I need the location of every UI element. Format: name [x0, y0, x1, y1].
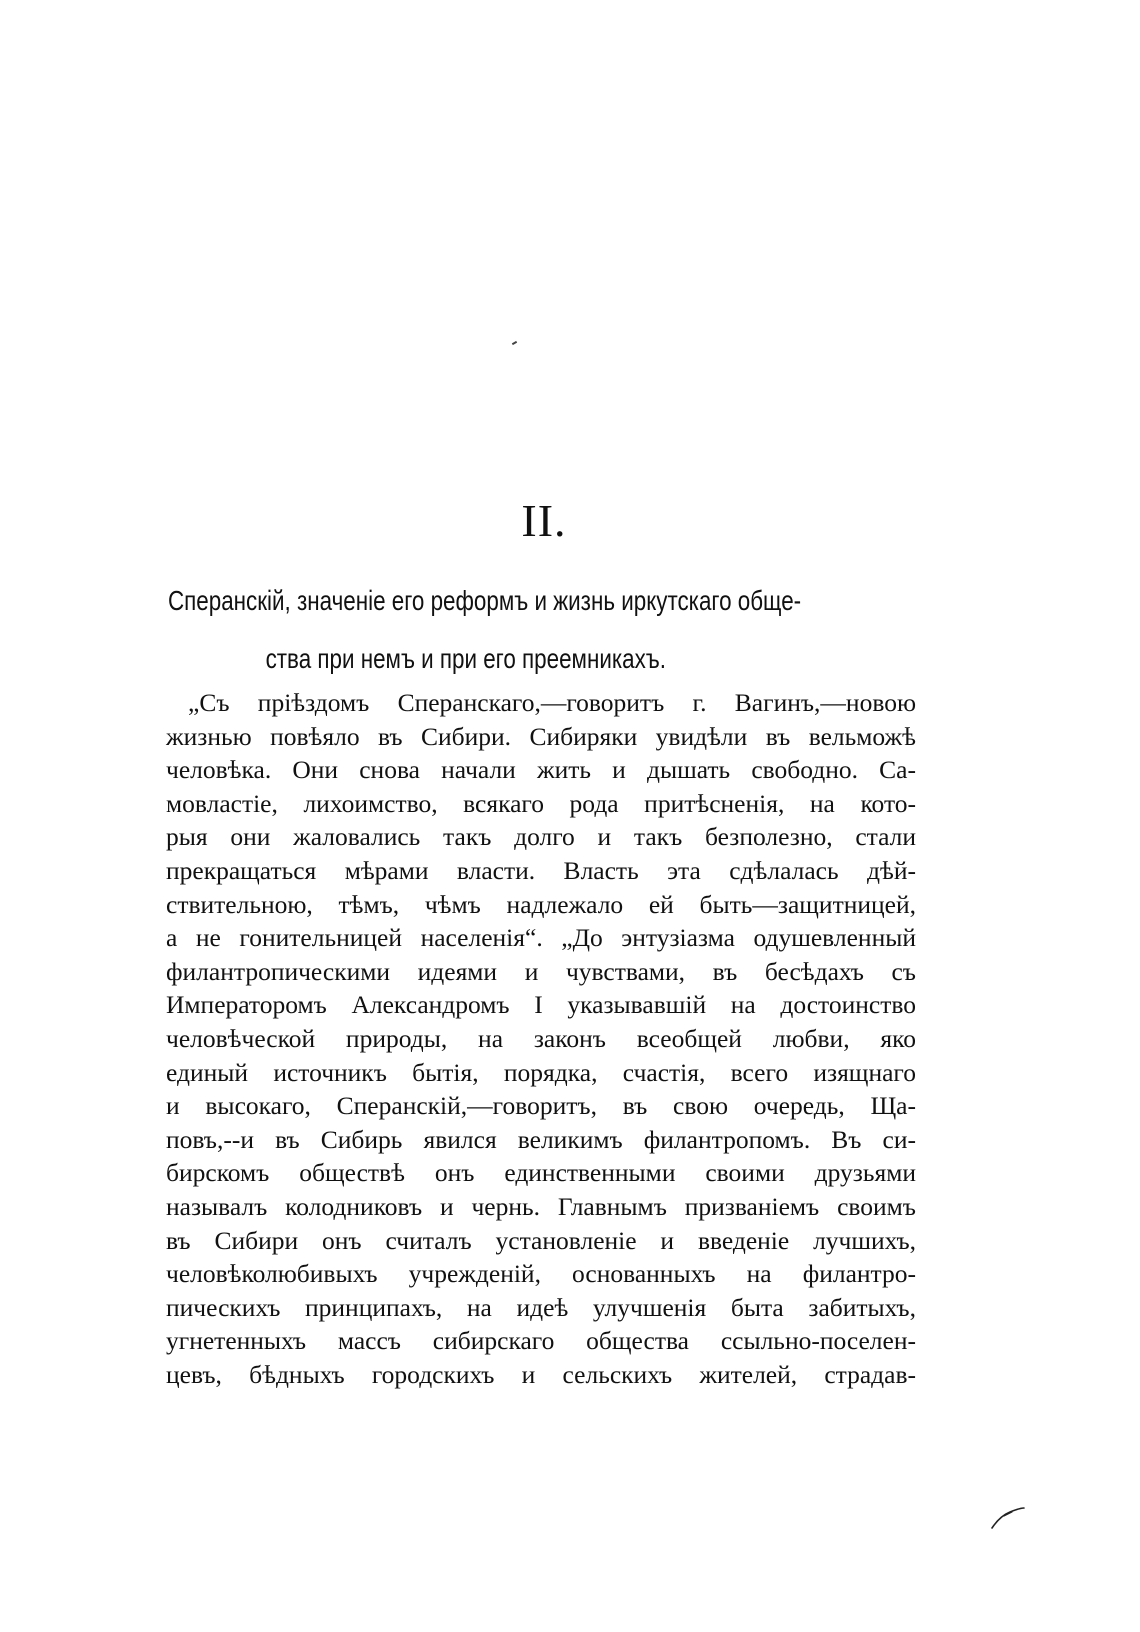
body-line: угнетенныхъ массъ сибирскаго общества ссыльно-поселен-	[166, 1326, 916, 1356]
chapter-title-line: Сперанскій, значеніе его реформъ и жизнь иркутскаго обще-	[168, 585, 802, 616]
body-line: рыя они жаловались такъ долго и такъ безполезно, стали	[166, 822, 916, 852]
body-line: человѣческой природы, на законъ всеобщей любви, яко	[166, 1023, 916, 1053]
body-line: повъ,--и въ Сибирь явился великимъ филантропомъ. Въ си-	[166, 1124, 916, 1154]
body-text	[166, 686, 916, 1391]
body-line: ствительною, тѣмъ, чѣмъ надлежало ей быть—защитницей,	[166, 889, 916, 919]
body-line: называлъ колодниковъ и чернь. Главнымъ призваніемъ своимъ	[166, 1191, 916, 1221]
body-line: бирскомъ обществѣ онъ единственными своими друзьями	[166, 1158, 916, 1188]
body-line: жизнью повѣяло въ Сибири. Сибиряки увидѣли въ вельможѣ	[166, 721, 916, 751]
body-line: филантропическими идеями и чувствами, въ бесѣдахъ съ	[166, 956, 916, 986]
body-line: цевъ, бѣдныхъ городскихъ и сельскихъ жителей, страдав-	[166, 1359, 916, 1389]
body-line: „Съ пріѣздомъ Сперанскаго,—говоритъ г. Вагинъ,—новою	[188, 688, 916, 717]
body-line: Императоромъ Александромъ I указывавшій на достоинство	[166, 990, 916, 1020]
body-line: человѣколюбивыхъ учрежденій, основанныхъ на филантро-	[166, 1259, 916, 1289]
chapter-title	[168, 572, 802, 688]
chapter-number: II.	[521, 495, 567, 546]
print-speck	[512, 341, 517, 345]
body-line: въ Сибири онъ считалъ установленіе и введеніе лучшихъ,	[166, 1225, 916, 1255]
body-line: единый источникъ бытія, порядка, счастія, всего изящнаго	[166, 1057, 916, 1087]
pen-mark-icon	[990, 1500, 1026, 1530]
body-line: а не гонительницей населенія“. „До энтузіазма одушевленный	[166, 923, 916, 953]
body-line: человѣка. Они снова начали жить и дышать свободно. Са-	[166, 755, 916, 785]
body-line: прекращаться мѣрами власти. Власть эта сдѣлалась дѣй-	[166, 855, 916, 885]
chapter-title-line: ства при немъ и при его преемникахъ.	[265, 643, 666, 674]
body-line: пическихъ принципахъ, на идеѣ улучшенія быта забитыхъ,	[166, 1292, 916, 1322]
body-line: мовластіе, лихоимство, всякаго рода притѣсненія, на кото-	[166, 788, 916, 818]
body-line: и высокаго, Сперанскій,—говоритъ, въ свою очередь, Ща-	[166, 1091, 916, 1121]
